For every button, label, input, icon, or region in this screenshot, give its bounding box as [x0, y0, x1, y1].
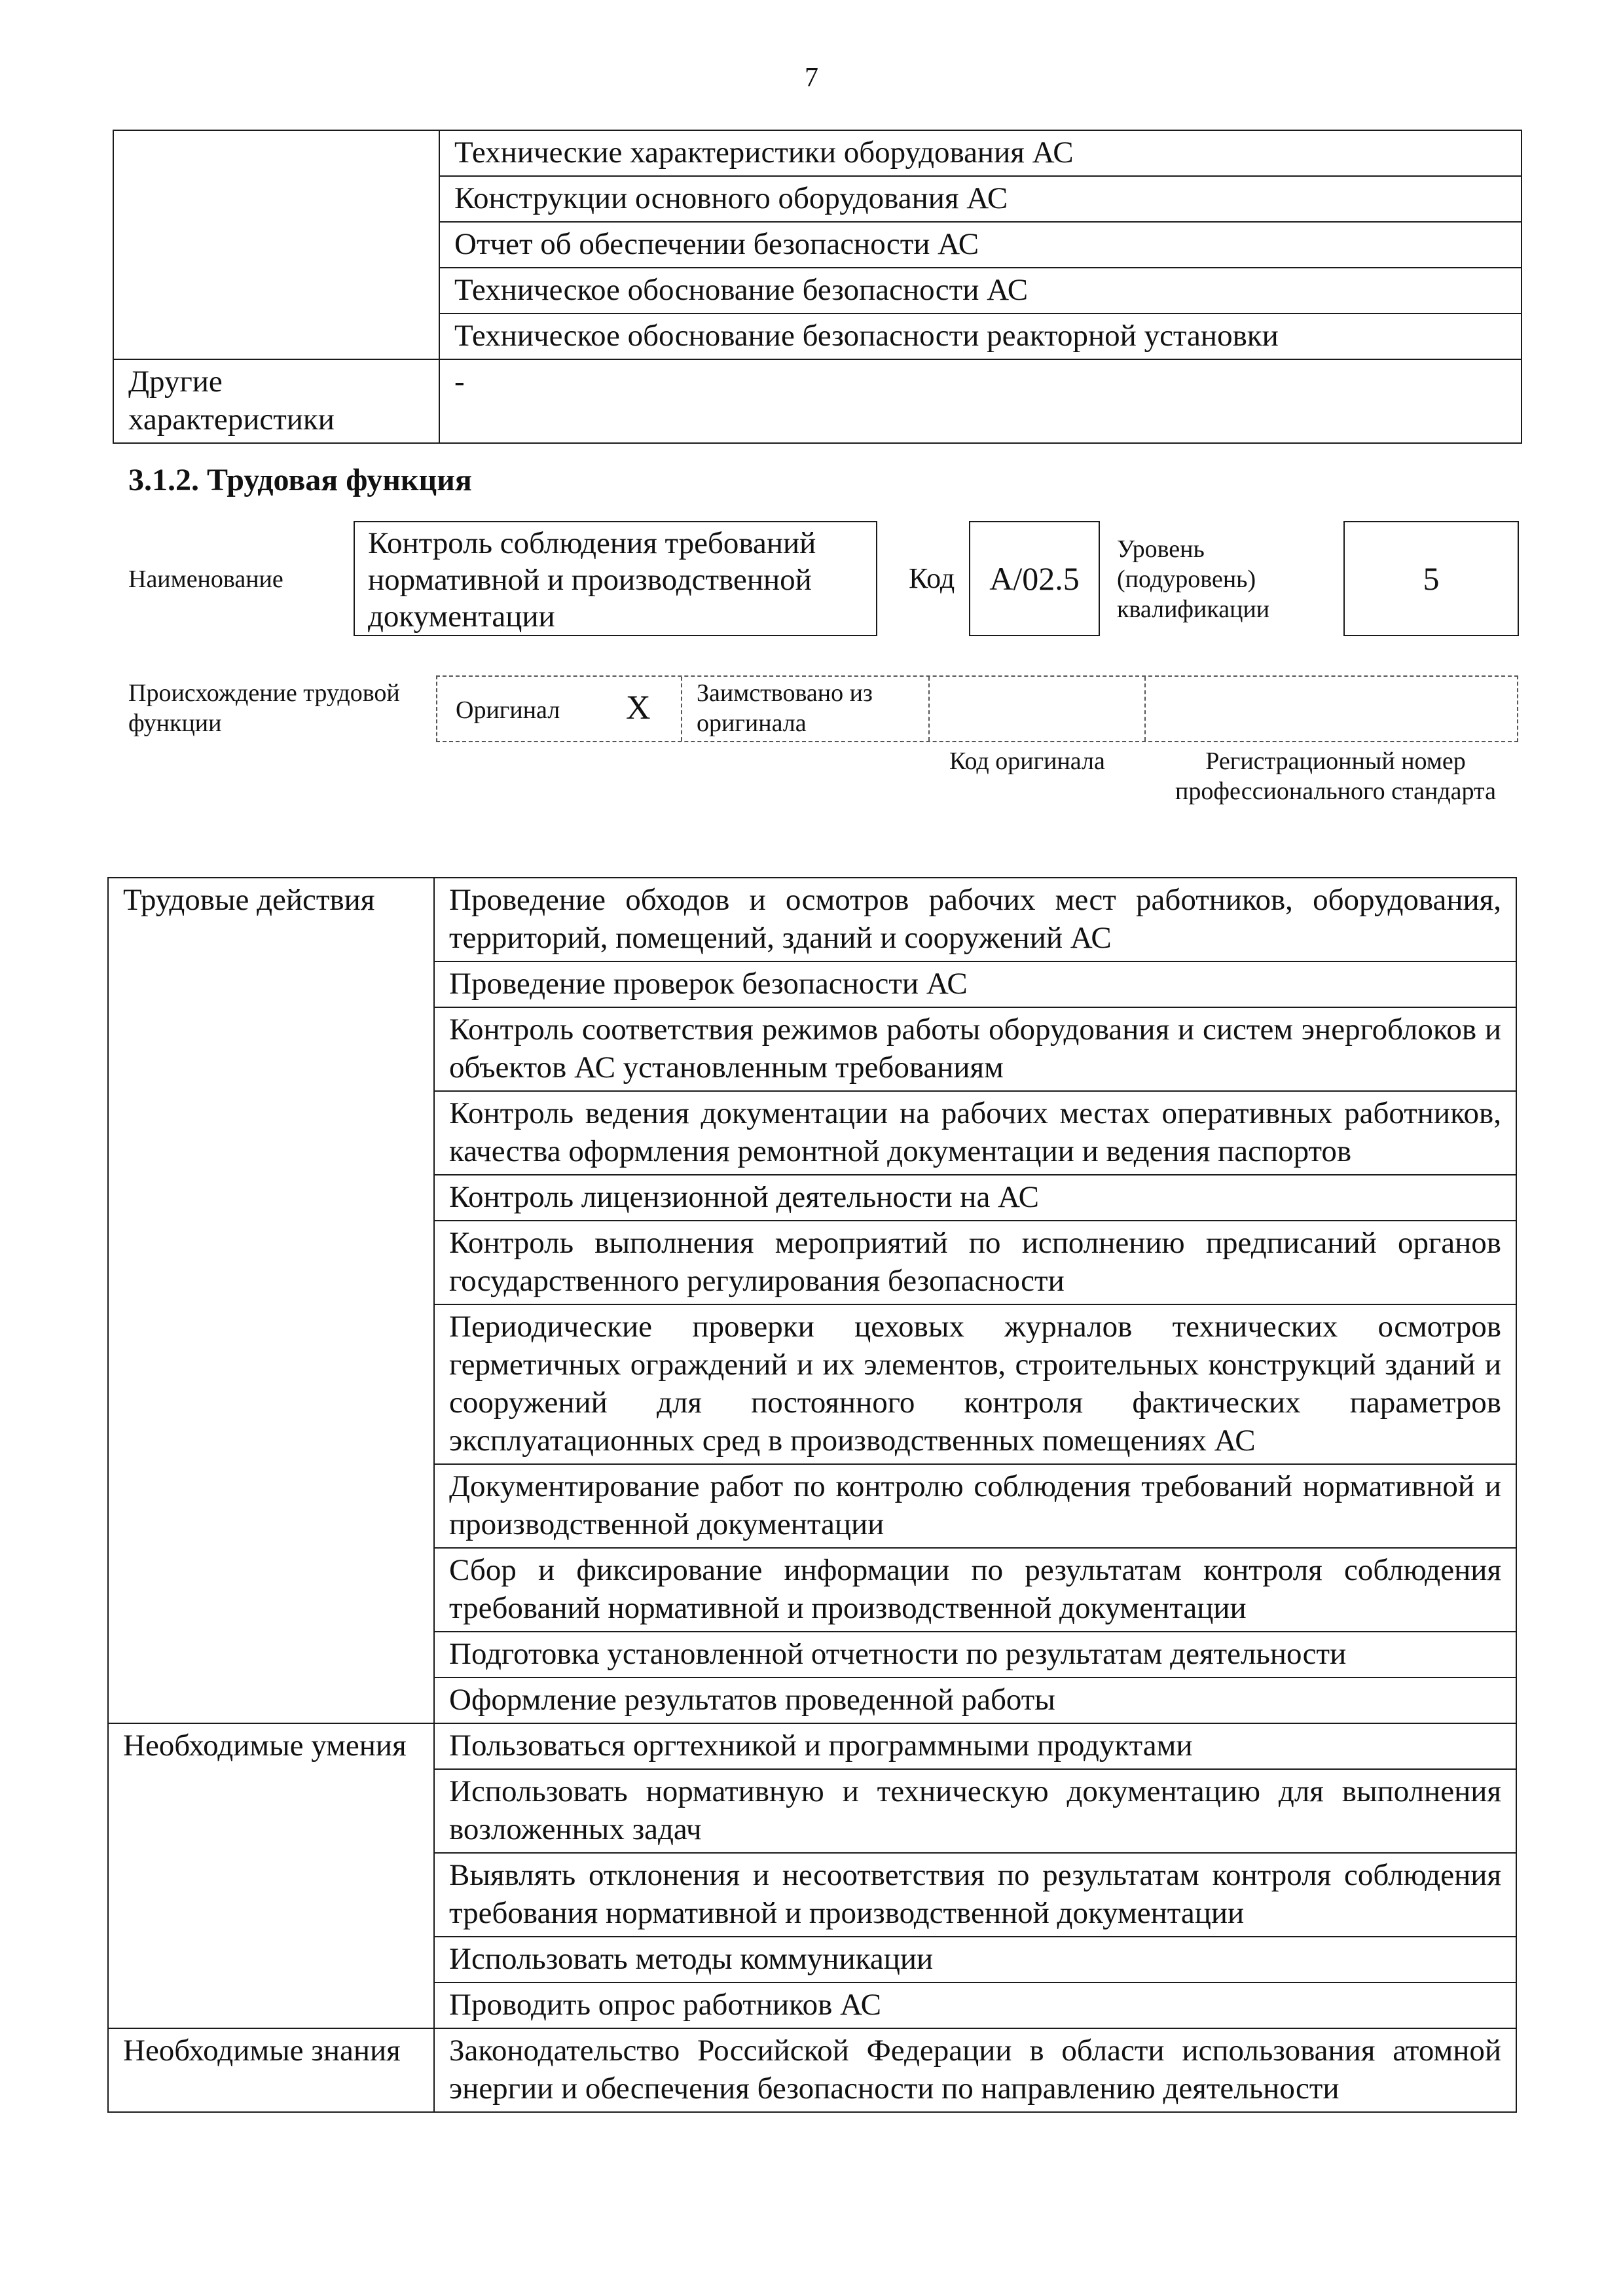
table-cell: Законодательство Российской Федерации в области использования атомной энергии и обеспечения безопасности по направлению деятельности	[434, 2028, 1516, 2112]
group-label: Необходимые умения	[108, 1723, 434, 2028]
table-cell: Проводить опрос работников АС	[434, 1982, 1516, 2028]
origin-label: Происхождение трудовой функции	[128, 679, 400, 737]
table-cell: Контроль соответствия режимов работы оборудования и систем энергоблоков и объектов АС установленным требованиям	[434, 1007, 1516, 1091]
table-cell: Контроль выполнения мероприятий по исполнению предписаний органов государственного регулирования безопасности	[434, 1221, 1516, 1304]
table-cell: Проведение обходов и осмотров рабочих мест работников, оборудования, территорий, помещений, зданий и сооружений АС	[434, 878, 1516, 961]
table-cell: Техническое обоснование безопасности АС	[439, 268, 1522, 314]
row-label	[113, 130, 439, 359]
original-code-cell	[930, 677, 1146, 741]
table-cell: Использовать нормативную и техническую документацию для выполнения возложенных задач	[434, 1769, 1516, 1853]
table-row	[108, 2028, 1516, 2112]
table-cell: Использовать методы коммуникации	[434, 1937, 1516, 1982]
table-cell: Сбор и фиксирование информации по результатам контроля соблюдения требований нормативной и производственной документации	[434, 1548, 1516, 1632]
table-cell: Оформление результатов проведенной работы	[434, 1677, 1516, 1723]
level-box: 5	[1343, 521, 1519, 636]
group-label: Необходимые знания	[108, 2028, 434, 2112]
code-label: Код	[909, 562, 955, 594]
group-label: Трудовые действия	[108, 878, 434, 1723]
table-cell: Проведение проверок безопасности АС	[434, 961, 1516, 1007]
table-cell: Технические характеристики оборудования АС	[439, 130, 1522, 176]
table-cell: Контроль ведения документации на рабочих местах оперативных работников, качества оформления ремонтной документации и ведения паспортов	[434, 1091, 1516, 1175]
page-number: 7	[805, 63, 818, 93]
table-cell: -	[439, 359, 1522, 443]
table-cell: Техническое обоснование безопасности реакторной установки	[439, 314, 1522, 359]
labor-function-table	[107, 877, 1517, 2113]
registration-number-cell	[1146, 677, 1517, 741]
table-cell: Выявлять отклонения и несоответствия по результатам контроля соблюдения требования нормативной и производственной документации	[434, 1853, 1516, 1937]
table-row	[108, 878, 1516, 961]
table-cell: Документирование работ по контролю соблюдения требований нормативной и производственной документации	[434, 1464, 1516, 1548]
registration-number-caption: Регистрационный номер профессионального стандарта	[1175, 747, 1496, 805]
table-cell: Пользоваться оргтехникой и программными продуктами	[434, 1723, 1516, 1769]
table-cell: Конструкции основного оборудования АС	[439, 176, 1522, 222]
table-cell: Контроль лицензионной деятельности на АС	[434, 1175, 1516, 1221]
borrowed-label: Заимствовано из оригинала	[697, 679, 873, 737]
table-row	[113, 130, 1522, 176]
table-cell: Отчет об обеспечении безопасности АС	[439, 222, 1522, 268]
table-row	[113, 359, 1522, 443]
characteristics-table	[113, 130, 1522, 444]
function-name-box: Контроль соблюдения требований нормативной и производственной документации	[354, 521, 877, 636]
origin-row	[436, 675, 1518, 742]
table-cell: Периодические проверки цеховых журналов технических осмотров герметичных ограждений и их элементов, строительных конструкций зданий и сооружений для постоянного контроля фактических параметров эксплуатационных сред в производственных помещениях АС	[434, 1304, 1516, 1464]
original-label: Оригинал	[456, 696, 560, 724]
code-box: A/02.5	[969, 521, 1100, 636]
row-label: Другие характеристики	[113, 359, 439, 443]
original-code-caption: Код оригинала	[949, 747, 1105, 775]
section-heading: 3.1.2. Трудовая функция	[128, 463, 472, 497]
table-cell: Подготовка установленной отчетности по результатам деятельности	[434, 1632, 1516, 1677]
level-label: Уровень (подуровень) квалификации	[1117, 535, 1270, 623]
table-row	[108, 1723, 1516, 1769]
original-mark: X	[626, 689, 651, 726]
name-label: Наименование	[128, 565, 283, 593]
